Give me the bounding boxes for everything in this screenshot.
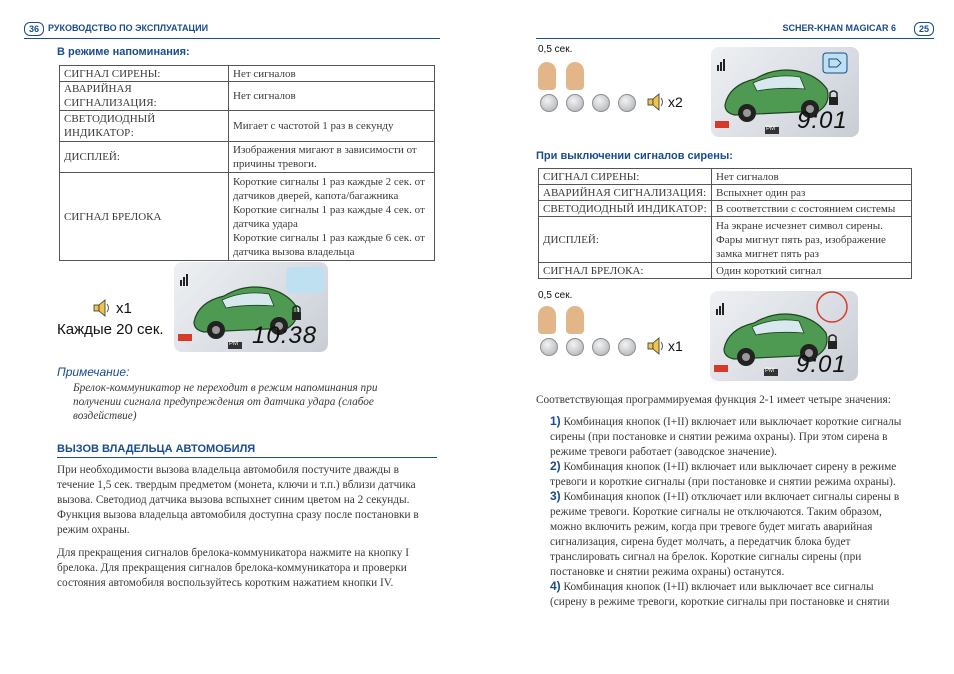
- timing-label: 0,5 сек.: [538, 44, 573, 55]
- table-row: [60, 142, 435, 173]
- right-header-title: SCHER-KHAN MAGICAR 6: [782, 23, 896, 33]
- item-text: Комбинация кнопок (I+II) включает или выключает короткие сигналы сирены (при постановке и снятии режима охраны). При этом сирена в режиме тревоги работает (заводское значение).: [550, 416, 902, 458]
- table-row: [60, 173, 435, 261]
- row-value: В соответствии с состоянием системы: [712, 201, 912, 217]
- function-intro: Соответствующая программируемая функция 2-1 имеет четыре значения:: [536, 394, 891, 406]
- row-label: СИГНАЛ СИРЕНЫ:: [60, 66, 229, 82]
- speaker-icon: [646, 336, 666, 356]
- left-header-title: РУКОВОДСТВО ПО ЭКСПЛУАТАЦИИ: [48, 23, 209, 33]
- clock-readout: 10:38: [252, 322, 318, 349]
- timing-label: 0,5 сек.: [538, 290, 573, 301]
- table-row: [539, 217, 912, 263]
- note-title: Примечание:: [57, 365, 130, 379]
- table-row: [539, 169, 912, 185]
- row-value: Изображения мигают в зависимости от причины тревоги.: [229, 142, 435, 173]
- siren-off-circle: [817, 292, 847, 322]
- lock-icon: [828, 335, 837, 349]
- function-item: [550, 579, 912, 610]
- row-value: Нет сигналов: [229, 66, 435, 82]
- row-label: СИГНАЛ БРЕЛОКА: [60, 173, 229, 261]
- function-item: [550, 414, 912, 460]
- button-i: [540, 94, 558, 112]
- row-value-line: Короткие сигналы 1 раз каждые 4 сек. от датчика удара: [233, 203, 425, 230]
- siren-icon: [823, 53, 847, 73]
- signal-icon: [180, 274, 188, 286]
- button-iii: [592, 338, 610, 356]
- row-label: ДИСПЛЕЙ:: [539, 217, 712, 263]
- item-text: Комбинация кнопок (I+II) включает или выключает все сигналы (сирену в режиме тревоги, короткие сигналы при постановке и снятии: [550, 581, 890, 608]
- sound-count: x2: [668, 94, 683, 110]
- row-value-line: Короткие сигналы 1 раз каждые 6 сек. от датчика вызова владельца: [233, 231, 425, 258]
- finger-icon: [538, 306, 556, 334]
- battery-icon: [178, 334, 192, 341]
- row-value: Вспыхнет один раз: [712, 185, 912, 201]
- row-label: СВЕТОДИОДНЫЙ ИНДИКАТОР:: [60, 111, 229, 142]
- lcd-display: [711, 47, 859, 137]
- row-value: На экране исчезнет символ сирены. Фары мигнут пять раз, изображение замка мигнет пять раз: [712, 217, 912, 263]
- row-value: [229, 173, 435, 261]
- signal-icon: [717, 59, 725, 71]
- table-row: [539, 263, 912, 279]
- signal-icon: [716, 303, 724, 315]
- row-label: АВАРИЙНАЯ СИГНАЛИЗАЦИЯ:: [60, 82, 229, 111]
- table-row: [60, 66, 435, 82]
- row-value-line: Короткие сигналы 1 раз каждые 2 сек. от датчиков дверей, капота/багажника: [233, 175, 425, 202]
- table-row: [539, 185, 912, 201]
- owner-call-p1: При необходимости вызова владельца автомобиля постучите дважды в течение 1,5 сек. твердым предметом (монета, ключи и т.п.) вблизи датчика вызова. Светодиод датчика вызова вспыхнет синим цветом на 2 секунды. Функция вызова владельца автомобиля доступна сразу после постановки в режим охраны.: [57, 464, 419, 536]
- reminder-table: [59, 65, 435, 261]
- owner-call-p2: Для прекращения сигналов брелока-коммуникатора нажмите на кнопку I брелока. Для прекращения сигналов брелока-коммуникатора и проверки состояния автомобиля воспользуйтесь коротким нажатием кнопки IV.: [57, 547, 409, 589]
- table-row: [60, 82, 435, 111]
- finger-icon: [566, 306, 584, 334]
- pm-indicator: PM: [766, 126, 775, 132]
- item-number: 1): [550, 414, 561, 428]
- row-value: Мигает с частотой 1 раз в секунду: [229, 111, 435, 142]
- row-label: ДИСПЛЕЙ:: [60, 142, 229, 173]
- sound-count: x1: [668, 338, 683, 354]
- note-text: Брелок-коммуникатор не переходит в режим напоминания при получении сигнала предупреждения от датчика удара (слабое воздействие): [73, 382, 378, 422]
- sound-count: x1: [116, 300, 132, 317]
- speaker-icon: [646, 92, 666, 112]
- lcd-display: [710, 291, 858, 381]
- item-number: 2): [550, 459, 561, 473]
- clock-readout: 9:01: [797, 107, 848, 134]
- row-value: Нет сигналов: [229, 82, 435, 111]
- left-header-line: [24, 38, 440, 39]
- function-item: [550, 459, 912, 490]
- button-i: [540, 338, 558, 356]
- owner-call-title: ВЫЗОВ ВЛАДЕЛЬЦА АВТОМОБИЛЯ: [57, 443, 256, 455]
- pm-indicator: PM: [229, 341, 238, 347]
- function-item: [550, 489, 912, 580]
- row-label: СИГНАЛ БРЕЛОКА:: [539, 263, 712, 279]
- table-row: [539, 201, 912, 217]
- siren-off-title: При выключении сигналов сирены:: [536, 150, 733, 162]
- finger-icon: [566, 62, 584, 90]
- lock-icon: [829, 91, 838, 105]
- button-iv: [618, 338, 636, 356]
- clock-readout: 9:01: [796, 351, 847, 378]
- siren-zone: [286, 267, 324, 293]
- battery-icon: [714, 365, 728, 372]
- right-page-number: 25: [914, 22, 934, 36]
- reminder-title: В режиме напоминания:: [57, 46, 190, 58]
- row-value: Нет сигналов: [712, 169, 912, 185]
- table-row: [60, 111, 435, 142]
- item-number: 3): [550, 489, 561, 503]
- siren-off-table: [538, 168, 912, 279]
- button-ii: [566, 338, 584, 356]
- right-header-line: [536, 38, 934, 39]
- button-iii: [592, 94, 610, 112]
- battery-icon: [715, 121, 729, 128]
- row-value: Один короткий сигнал: [712, 263, 912, 279]
- item-text: Комбинация кнопок (I+II) включает или выключает сирену в режиме тревоги и короткие сигналы (при постановке и снятии режима охраны).: [550, 461, 897, 488]
- lcd-display: [174, 262, 328, 352]
- owner-call-underline: [57, 457, 437, 458]
- button-ii: [566, 94, 584, 112]
- row-label: АВАРИЙНАЯ СИГНАЛИЗАЦИЯ:: [539, 185, 712, 201]
- item-number: 4): [550, 579, 561, 593]
- repeat-caption: Каждые 20 сек.: [57, 321, 164, 338]
- finger-icon: [538, 62, 556, 90]
- item-text: Комбинация кнопок (I+II) отключает или включает сигналы сирены в режиме тревоги. Короткие сигналы не отключаются. Таким образом, можно включить режим, когда при тревоге будет мигать аварийная сигнализация, сирена будет молчать, а передатчик блока будет транслировать сигнал на брелок. Короткие сигналы сирены (при постановке и снятии режима охраны) останутся.: [550, 491, 900, 578]
- row-label: СВЕТОДИОДНЫЙ ИНДИКАТОР:: [539, 201, 712, 217]
- left-page-number: 36: [24, 22, 44, 36]
- button-iv: [618, 94, 636, 112]
- speaker-icon: [92, 298, 112, 318]
- row-label: СИГНАЛ СИРЕНЫ:: [539, 169, 712, 185]
- pm-indicator: PM: [765, 368, 774, 374]
